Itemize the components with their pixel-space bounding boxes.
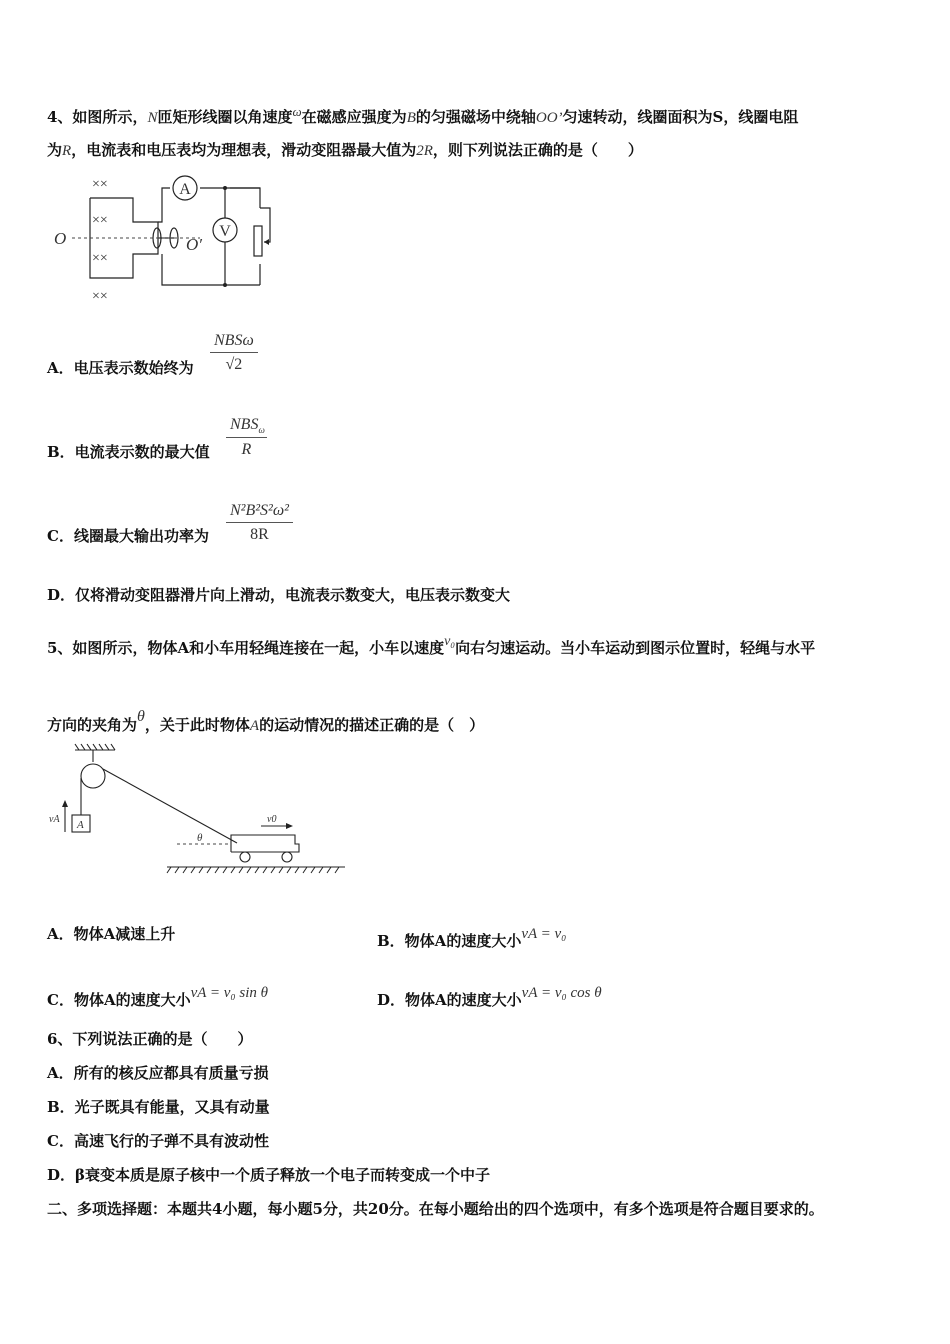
q4-option-a-text: A．电压表示数始终为 bbox=[47, 359, 194, 377]
q4-option-c-text: C．线圈最大输出功率为 bbox=[47, 527, 209, 545]
q4-option-d bbox=[47, 585, 510, 605]
q5-option-c-formula: vA = v₀ sin θ bbox=[190, 985, 268, 1001]
q5-option-d bbox=[377, 983, 602, 1010]
q4-fig-voltmeter-label: V bbox=[219, 223, 231, 240]
q4-fig-label-O-prime: O′ bbox=[186, 235, 202, 254]
q5-var-theta: θ bbox=[137, 708, 145, 725]
q5-text: 向右匀速运动。当小车运动到图示位置时，轻绳与水平 bbox=[455, 639, 816, 657]
q4-option-d-text: D．仅将滑动变阻器滑片向上滑动，电流表示数变大，电压表示数变大 bbox=[47, 586, 511, 604]
q5-text: 方向的夹角为 bbox=[47, 716, 138, 734]
q5-option-a-text: A．物体A减速上升 bbox=[47, 925, 176, 943]
q4-fig-x-mark: ×× bbox=[92, 251, 108, 266]
q4-text: 匝矩形线圈以角速度 bbox=[157, 108, 293, 126]
q4-option-c-denominator: 8R bbox=[250, 526, 269, 543]
q4-option-b-denominator: R bbox=[241, 441, 252, 459]
q4-text: 匀速转动，线圈面积为S，线圈电阻 bbox=[562, 108, 799, 126]
q4-circuit-figure bbox=[50, 170, 290, 310]
q4-option-c-fraction bbox=[226, 502, 293, 544]
q5-fig-block-label: A bbox=[77, 819, 84, 831]
q4-option-b-numerator-sub: ω bbox=[258, 425, 265, 436]
q4-var-omega: ω bbox=[292, 104, 302, 119]
q4-option-b-fraction bbox=[226, 416, 267, 459]
q5-option-b-text: B．物体A的速度大小 bbox=[377, 932, 522, 950]
q4-fig-x-mark: ×× bbox=[92, 177, 108, 192]
q4-text: 为 bbox=[47, 141, 63, 159]
q6-option-d-text: D．β衰变本质是原子核中一个质子释放一个电子而转变成一个中子 bbox=[47, 1166, 490, 1184]
q5-stem-line1 bbox=[47, 632, 815, 658]
section2-heading bbox=[47, 1199, 824, 1219]
q4-fig-x-mark: ×× bbox=[92, 213, 108, 228]
q4-var-B: B bbox=[406, 110, 416, 126]
q6-stem bbox=[47, 1029, 252, 1049]
q4-var-N: N bbox=[147, 110, 158, 126]
q5-option-c-text: C．物体A的速度大小 bbox=[47, 991, 191, 1009]
q4-text: 的匀强磁场中绕轴 bbox=[415, 108, 536, 126]
q4-option-a-numerator: NBSω bbox=[210, 332, 258, 353]
q4-option-c bbox=[47, 526, 209, 546]
q4-stem-line1 bbox=[47, 102, 798, 128]
q4-option-a-fraction bbox=[210, 332, 258, 374]
q5-option-d-formula: vA = v₀ cos θ bbox=[521, 985, 602, 1001]
q4-option-b bbox=[47, 442, 210, 462]
q5-text: 的运动情况的描述正确的是（ ） bbox=[259, 716, 485, 734]
q5-fig-vA-label: vA bbox=[49, 814, 60, 825]
q5-pulley-cart-figure bbox=[45, 740, 355, 875]
q5-option-b bbox=[377, 924, 566, 951]
q4-fig-ammeter-label: A bbox=[179, 181, 191, 198]
q4-option-a bbox=[47, 358, 194, 378]
q5-option-a bbox=[47, 924, 175, 944]
q4-text: ，电流表和电压表均为理想表，滑动变阻器最大值为 bbox=[71, 141, 417, 159]
q6-option-a-text: A．所有的核反应都具有质量亏损 bbox=[47, 1064, 269, 1082]
q4-var-2R: 2R bbox=[416, 143, 433, 159]
q5-option-b-formula: vA = v₀ bbox=[521, 926, 567, 942]
q5-stem-line2 bbox=[47, 707, 484, 736]
q6-option-b bbox=[47, 1097, 270, 1117]
q5-option-d-text: D．物体A的速度大小 bbox=[377, 991, 522, 1009]
q4-stem-line2 bbox=[47, 140, 643, 161]
q5-text: ，关于此时物体 bbox=[144, 716, 250, 734]
q6-option-d bbox=[47, 1165, 490, 1185]
q4-text: 在磁感应强度为 bbox=[301, 108, 407, 126]
q4-text: ，则下列说法正确的是（ ） bbox=[432, 141, 643, 159]
q4-option-b-text: B．电流表示数的最大值 bbox=[47, 443, 210, 461]
q4-option-a-denominator: √2 bbox=[225, 356, 243, 373]
q4-var-R: R bbox=[62, 143, 72, 159]
q4-var-axis: OO’ bbox=[535, 110, 563, 126]
q4-option-b-numerator: NBS bbox=[230, 416, 259, 433]
q6-stem-text: 6、下列说法正确的是（ ） bbox=[47, 1030, 253, 1048]
q4-option-c-numerator: N²B²S²ω² bbox=[226, 502, 293, 523]
q5-fig-theta-label: θ bbox=[197, 832, 203, 844]
q6-option-a bbox=[47, 1063, 269, 1083]
q4-text: 4、如图所示， bbox=[47, 108, 148, 126]
q5-text: 5、如图所示，物体A和小车用轻绳连接在一起，小车以速度 bbox=[47, 639, 445, 657]
q6-option-c-text: C．高速飞行的子弹不具有波动性 bbox=[47, 1132, 269, 1150]
q6-option-b-text: B．光子既具有能量，又具有动量 bbox=[47, 1098, 270, 1116]
q5-var-A: A bbox=[249, 718, 260, 734]
q5-var-v0: v₀ bbox=[444, 634, 456, 649]
q5-option-c bbox=[47, 983, 268, 1010]
q5-fig-v0-label: v0 bbox=[267, 814, 277, 825]
q4-fig-label-O: O bbox=[54, 229, 67, 248]
q4-fig-x-mark: ×× bbox=[92, 289, 108, 304]
q6-option-c bbox=[47, 1131, 269, 1151]
section2-heading-text: 二、多项选择题：本题共4小题，每小题5分，共20分。在每小题给出的四个选项中，有多个选项是符合题目要求的。 bbox=[47, 1200, 824, 1218]
